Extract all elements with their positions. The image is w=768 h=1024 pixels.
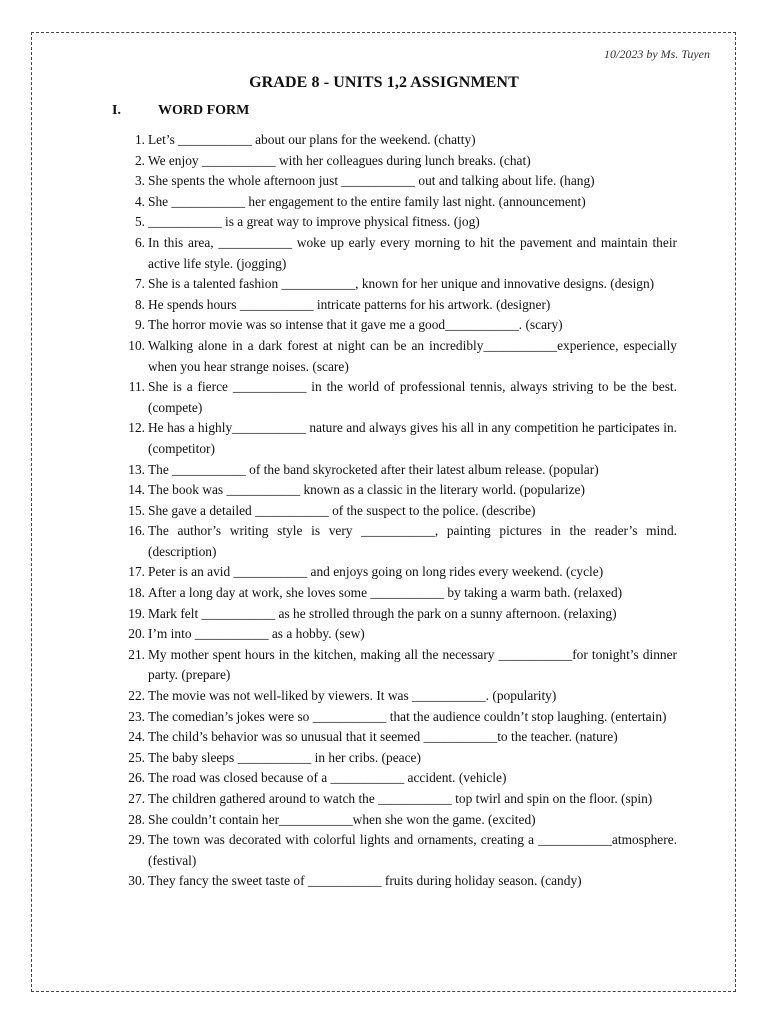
item-number: 8. [134, 296, 145, 312]
exercise-item [120, 192, 677, 213]
page-title: GRADE 8 - UNITS 1,2 ASSIGNMENT [249, 74, 519, 91]
exercise-item [120, 583, 677, 604]
item-text: The comedian’s jokes were so ___________ that the audience couldn’t stop laughing. (entertain) [148, 708, 667, 724]
exercise-item [120, 151, 677, 172]
item-number: 30. [128, 873, 145, 889]
item-number: 28. [128, 811, 145, 827]
item-text: Peter is an avid ___________ and enjoys going on long rides every weekend. (cycle) [148, 564, 604, 580]
exercise-item [120, 686, 677, 707]
item-text: He has a highly___________ nature and always gives his all in any competition he participates in. (competitor) [148, 420, 677, 456]
item-number: 2. [134, 152, 145, 168]
exercise-item [120, 810, 677, 831]
section-title: WORD FORM [158, 103, 250, 118]
item-number: 13. [128, 461, 145, 477]
item-text: The movie was not well-liked by viewers. It was ___________. (popularity) [148, 688, 557, 704]
exercise-item [120, 480, 677, 501]
exercise-item [120, 171, 677, 192]
item-number: 10. [128, 337, 145, 353]
item-number: 27. [128, 791, 145, 806]
exercise-item [120, 460, 677, 481]
item-number: 21. [128, 646, 145, 662]
item-text: In this area, ___________ woke up early every morning to hit the pavement and maintain their active life style. (jogging) [148, 234, 677, 271]
item-text: The child’s behavior was so unusual that it seemed ___________to the teacher. (nature) [148, 729, 618, 745]
item-text: The horror movie was so intense that it gave me a good___________. (scary) [148, 317, 563, 333]
item-number: 4. [134, 193, 145, 209]
item-text: He spends hours ___________ intricate patterns for his artwork. (designer) [148, 296, 551, 312]
item-text: We enjoy ___________ with her colleagues during lunch breaks. (chat) [148, 152, 531, 168]
exercise-item [120, 501, 677, 522]
exercise-item [120, 830, 677, 871]
exercise-item [120, 212, 677, 233]
item-text: She ___________ her engagement to the entire family last night. (announcement) [148, 193, 586, 209]
exercise-item [120, 768, 677, 789]
section-number: I. [112, 103, 121, 118]
item-number: 14. [128, 482, 145, 498]
item-text: The baby sleeps ___________ in her cribs. (peace) [148, 749, 421, 765]
exercise-item [120, 521, 677, 562]
item-number: 9. [134, 317, 145, 333]
item-text: She is a talented fashion ___________, known for her unique and innovative designs. (design) [148, 276, 655, 292]
author-note: 10/2023 by Ms. Tuyen [604, 47, 710, 61]
item-text: The children gathered around to watch the ___________ top twirl and spin on the floor. (spin) [148, 791, 653, 806]
item-number: 18. [128, 585, 145, 601]
item-text: Let’s ___________ about our plans for the weekend. (chatty) [148, 132, 476, 147]
exercise-item [120, 315, 677, 336]
exercise-item [120, 707, 677, 728]
item-number: 16. [128, 523, 145, 539]
item-text: I’m into ___________ as a hobby. (sew) [148, 626, 365, 642]
exercise-item [120, 624, 677, 645]
item-text: ___________ is a great way to improve physical fitness. (jog) [148, 214, 480, 230]
item-text: Walking alone in a dark forest at night can be an incredibly___________experience, especially when you hear strange noises. (scare) [148, 337, 677, 374]
item-text: The author’s writing style is very ___________, painting pictures in the reader’s mind. (description) [148, 523, 677, 559]
item-number: 1. [134, 132, 145, 147]
exercise-item [120, 789, 677, 810]
item-number: 20. [128, 626, 145, 642]
exercise-item [120, 274, 677, 295]
item-number: 23. [128, 708, 145, 724]
exercise-item [120, 871, 677, 892]
item-number: 24. [128, 729, 145, 745]
item-number: 22. [128, 688, 145, 704]
item-text: The road was closed because of a ___________ accident. (vehicle) [148, 770, 507, 786]
item-text: The town was decorated with colorful lights and ornaments, creating a ___________atmosphere. (festival) [148, 832, 677, 868]
exercise-item [120, 233, 677, 274]
exercise-item [120, 418, 677, 459]
item-text: After a long day at work, she loves some ___________ by taking a warm bath. (relaxed) [148, 585, 623, 601]
item-text: She is a fierce ___________ in the world of professional tennis, always striving to be the best. (compete) [148, 379, 677, 415]
item-text: My mother spent hours in the kitchen, making all the necessary ___________for tonight’s dinner party. (prepare) [148, 646, 677, 683]
exercise-item [120, 295, 677, 316]
exercise-item [120, 562, 677, 583]
exercise-item [120, 336, 677, 377]
section-heading [112, 103, 249, 119]
item-number: 6. [134, 234, 145, 250]
item-text: She gave a detailed ___________ of the suspect to the police. (describe) [148, 502, 536, 518]
item-number: 17. [128, 564, 145, 580]
item-number: 7. [134, 276, 145, 292]
item-number: 15. [128, 502, 145, 518]
item-text: She spents the whole afternoon just ___________ out and talking about life. (hang) [148, 173, 595, 189]
item-text: The ___________ of the band skyrocketed after their latest album release. (popular) [148, 461, 599, 477]
exercise-item [120, 377, 677, 418]
item-number: 12. [128, 420, 145, 436]
exercise-item [120, 748, 677, 769]
item-text: The book was ___________ known as a classic in the literary world. (popularize) [148, 482, 585, 498]
exercise-item [120, 604, 677, 625]
item-text: They fancy the sweet taste of ___________ fruits during holiday season. (candy) [148, 873, 582, 889]
exercise-list [120, 130, 677, 892]
item-text: Mark felt ___________ as he strolled through the park on a sunny afternoon. (relaxing) [148, 605, 617, 621]
item-number: 25. [128, 749, 145, 765]
item-number: 26. [128, 770, 145, 786]
item-number: 3. [134, 173, 145, 189]
item-number: 5. [134, 214, 145, 230]
item-number: 19. [128, 605, 145, 621]
exercise-item [120, 727, 677, 748]
item-number: 29. [128, 832, 145, 848]
exercise-item [120, 130, 677, 151]
item-number: 11. [128, 379, 145, 395]
exercise-item [120, 645, 677, 686]
item-text: She couldn’t contain her___________when she won the game. (excited) [148, 811, 536, 827]
